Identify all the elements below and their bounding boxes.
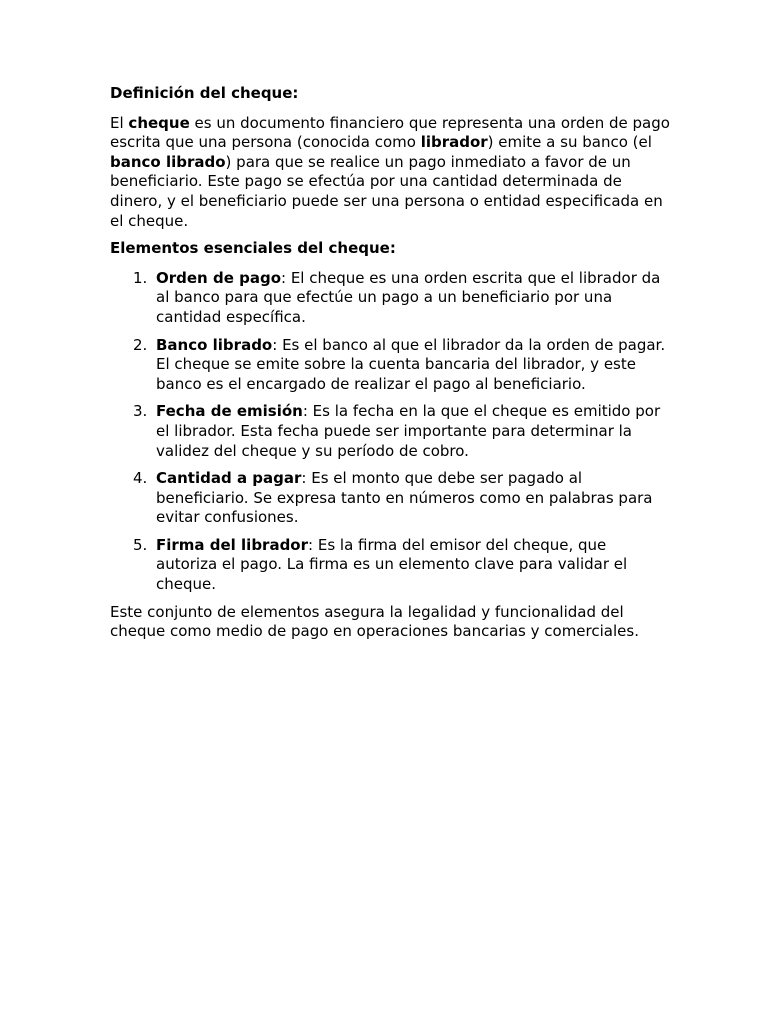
list-number: 4.	[133, 469, 148, 488]
definition-paragraph	[110, 114, 670, 232]
heading-elements: Elementos esenciales del cheque:	[110, 239, 396, 258]
list-text: : Es el monto que debe ser pagado al beneficiario. Se expresa tanto en números como en palabras para evitar confusiones.	[156, 469, 653, 527]
list-item	[110, 269, 670, 328]
list-item	[110, 536, 670, 595]
definition-text-1: El	[110, 113, 129, 132]
list-term: Firma del librador	[156, 535, 309, 554]
list-term: Cantidad a pagar	[156, 469, 302, 488]
definition-text-3: ) emite a su banco (el	[487, 133, 652, 152]
definition-text-4: ) para que se realice un pago inmediato a favor de un beneficiario. Este pago se efectúa por una cantidad determinada de dinero, y el beneficiario puede ser una persona o entidad especificada en el cheque.	[110, 152, 663, 230]
list-text: : Es la fecha en la que el cheque es emitido por el librador. Esta fecha puede ser importante para determinar la validez del cheque y su período de cobro.	[156, 402, 661, 460]
heading-definition: Definición del cheque:	[110, 84, 299, 102]
conclusion-paragraph: Este conjunto de elementos asegura la legalidad y funcionalidad del cheque como medio de pago en operaciones bancarias y comerciales.	[110, 602, 639, 641]
document-page	[110, 84, 670, 642]
list-term: Orden de pago	[156, 268, 281, 287]
list-item	[110, 402, 670, 461]
definition-text-2: es un documento financiero que representa una orden de pago escrita que una persona (conocida como	[110, 113, 670, 152]
term-cheque: cheque	[128, 113, 190, 132]
list-text: : Es el banco al que el librador da la orden de pagar. El cheque se emite sobre la cuenta bancaria del librador, y este banco es el encargado de realizar el pago al beneficiario.	[156, 335, 666, 393]
list-item	[110, 469, 670, 528]
term-banco-librado: banco librado	[110, 152, 226, 171]
list-text: : El cheque es una orden escrita que el librador da al banco para que efectúe un pago a un beneficiario por una cantidad específica.	[156, 268, 661, 326]
list-number: 2.	[133, 335, 148, 354]
list-item	[110, 336, 670, 395]
list-number: 5.	[133, 535, 148, 554]
term-librador: librador	[420, 133, 488, 152]
list-term: Banco librado	[156, 335, 273, 354]
list-number: 3.	[133, 402, 148, 421]
list-text: : Es la firma del emisor del cheque, que autoriza el pago. La firma es un elemento clave para validar el cheque.	[156, 535, 628, 594]
elements-list	[110, 269, 670, 595]
list-number: 1.	[133, 268, 148, 287]
list-term: Fecha de emisión	[156, 402, 303, 421]
